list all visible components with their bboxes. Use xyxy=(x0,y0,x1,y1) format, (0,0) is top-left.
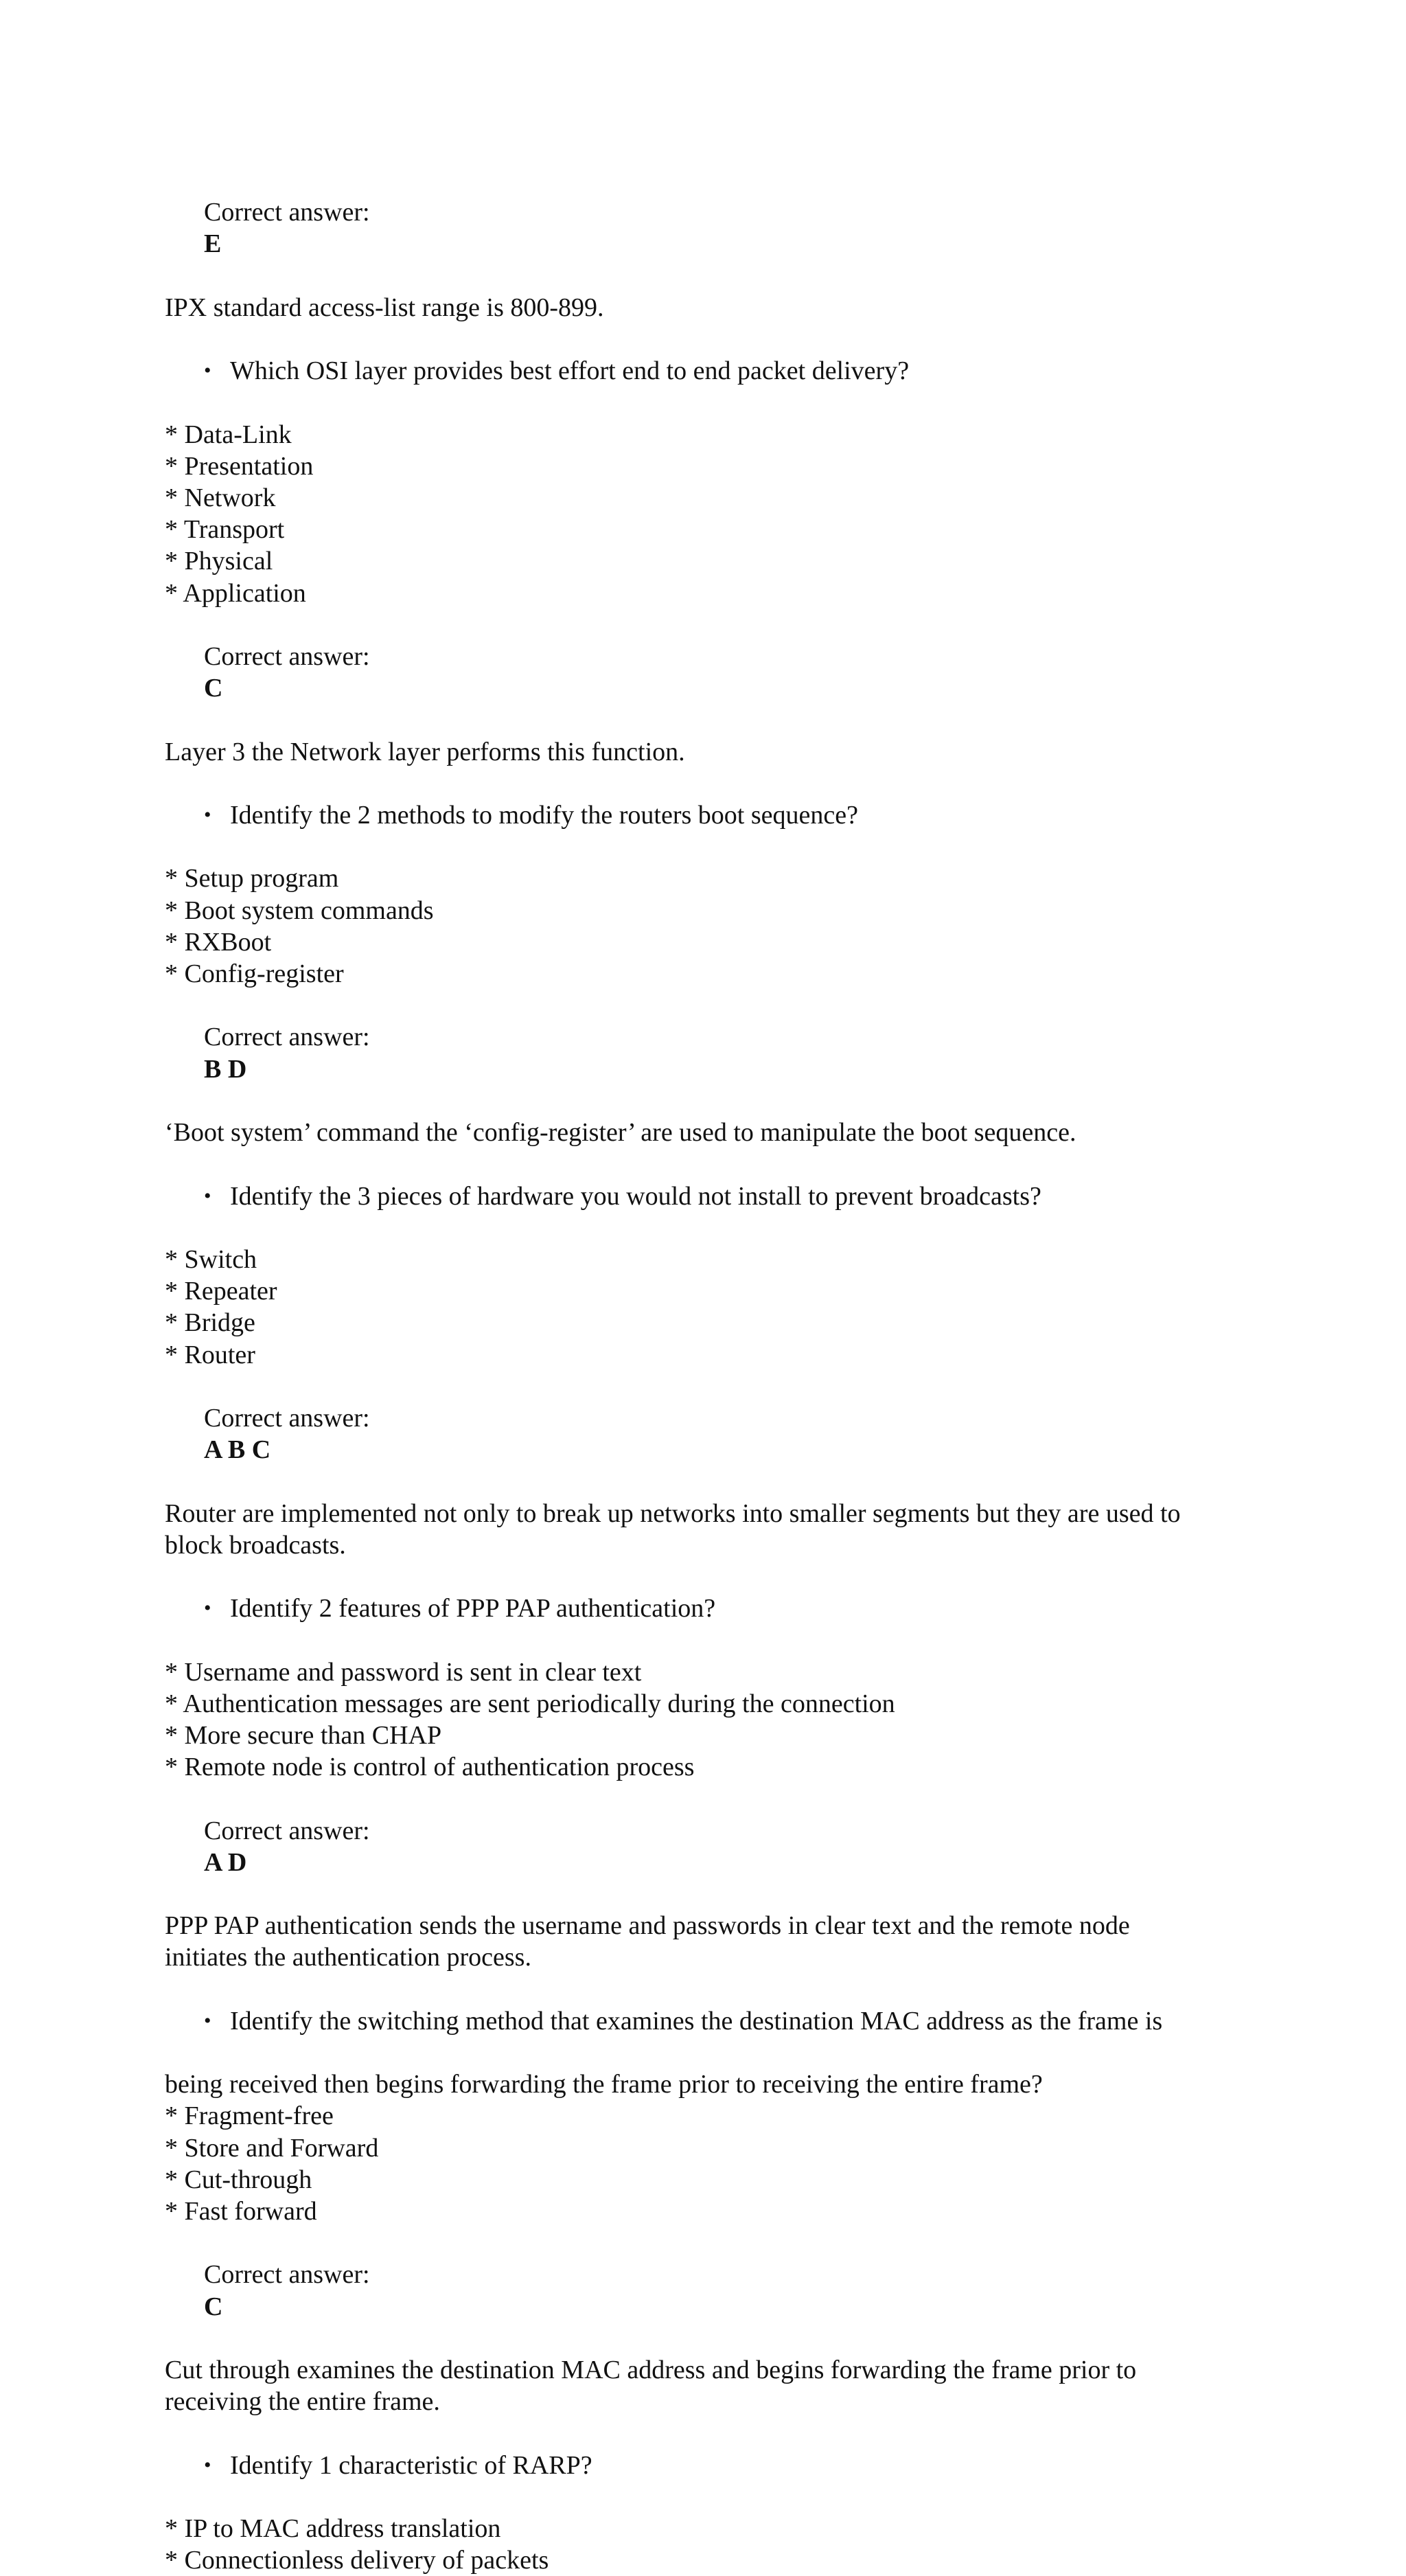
correct-answer-line xyxy=(165,990,1249,1117)
correct-answer-line xyxy=(165,1783,1249,1910)
question-text: Identify the 3 pieces of hardware you would not install to prevent broadcasts? xyxy=(230,1181,1041,1211)
option-line: * Setup program xyxy=(165,864,339,893)
correct-answer-line xyxy=(165,609,1249,736)
answer-label: Correct answer: xyxy=(204,2260,370,2290)
option-line: * Fast forward xyxy=(165,2197,317,2226)
explanation-line: Layer 3 the Network layer performs this function. xyxy=(165,737,685,766)
answer-label: Correct answer: xyxy=(204,1816,370,1845)
bullet-icon: • xyxy=(204,2453,211,2476)
question-line xyxy=(165,1148,1249,1244)
correct-answer-line xyxy=(165,165,1249,292)
bullet-icon: • xyxy=(204,2009,211,2032)
option-line: * IP to MAC address translation xyxy=(165,2514,501,2544)
answer-key: C xyxy=(204,2292,223,2321)
explanation-line: initiates the authentication process. xyxy=(165,1943,531,1972)
document-body xyxy=(165,165,1249,2576)
option-line: * Physical xyxy=(165,547,273,576)
explanation-line: IPX standard access-list range is 800-899. xyxy=(165,293,604,322)
answer-key: A D xyxy=(204,1847,247,1877)
bullet-icon: • xyxy=(204,1597,211,1620)
option-line: * Store and Forward xyxy=(165,2133,379,2163)
option-line: * Network xyxy=(165,483,276,513)
option-line: * Router xyxy=(165,1340,255,1369)
explanation-line: block broadcasts. xyxy=(165,1530,346,1560)
answer-label: Correct answer: xyxy=(204,642,370,672)
option-line: * Username and password is sent in clear text xyxy=(165,1657,642,1687)
option-line: * Presentation xyxy=(165,451,314,481)
question-text: Identify the switching method that examines the destination MAC address as the frame is xyxy=(230,2006,1163,2036)
answer-key: A B C xyxy=(204,1435,271,1465)
option-line: * Repeater xyxy=(165,1277,277,1306)
option-line: * Bridge xyxy=(165,1308,255,1338)
question-text: Identify the 2 methods to modify the routers boot sequence? xyxy=(230,801,858,830)
answer-label: Correct answer: xyxy=(204,198,370,227)
option-line: * RXBoot xyxy=(165,927,272,957)
question-line xyxy=(165,768,1249,863)
option-line: * More secure than CHAP xyxy=(165,1720,442,1750)
question-text: Identify 1 characteristic of RARP? xyxy=(230,2450,592,2480)
correct-answer-line xyxy=(165,1371,1249,1498)
answer-key: C xyxy=(204,674,223,703)
option-line: * Application xyxy=(165,578,306,608)
option-line: * Config-register xyxy=(165,959,344,989)
bullet-icon: • xyxy=(204,1184,211,1207)
question-line xyxy=(165,1974,1249,2069)
option-line: * Authentication messages are sent periodically during the connection xyxy=(165,1689,895,1718)
answer-key: B D xyxy=(204,1054,247,1084)
question-line xyxy=(165,2417,1249,2513)
option-line: * Switch xyxy=(165,1244,257,1274)
explanation-line: receiving the entire frame. xyxy=(165,2387,440,2417)
option-line: * Cut-through xyxy=(165,2165,312,2194)
bullet-icon: • xyxy=(204,359,211,383)
answer-label: Correct answer: xyxy=(204,1023,370,1052)
bullet-icon: • xyxy=(204,803,211,827)
answer-key: E xyxy=(204,229,222,259)
question-line xyxy=(165,323,1249,419)
question-text: Identify 2 features of PPP PAP authentication? xyxy=(230,1594,716,1623)
option-line: * Fragment-free xyxy=(165,2101,334,2131)
answer-label: Correct answer: xyxy=(204,1403,370,1433)
option-line: * Transport xyxy=(165,515,285,545)
explanation-line: Router are implemented not only to break up networks into smaller segments but they are used to xyxy=(165,1498,1181,1528)
option-line: * Boot system commands xyxy=(165,896,434,925)
question-text: Which OSI layer provides best effort end to end packet delivery? xyxy=(230,356,910,386)
question-continuation: being received then begins forwarding the frame prior to receiving the entire frame? xyxy=(165,2070,1043,2099)
option-line: * Remote node is control of authentication process xyxy=(165,1753,695,1782)
option-line: * Data-Link xyxy=(165,420,292,449)
explanation-line: Cut through examines the destination MAC address and begins forwarding the frame prior to xyxy=(165,2356,1137,2385)
option-line: * Connectionless delivery of packets xyxy=(165,2546,549,2575)
explanation-line: ‘Boot system’ command the ‘config-register’ are used to manipulate the boot sequence. xyxy=(165,1118,1076,1148)
explanation-line: PPP PAP authentication sends the username and passwords in clear text and the remote node xyxy=(165,1911,1130,1941)
correct-answer-line xyxy=(165,2227,1249,2354)
question-line xyxy=(165,1561,1249,1656)
